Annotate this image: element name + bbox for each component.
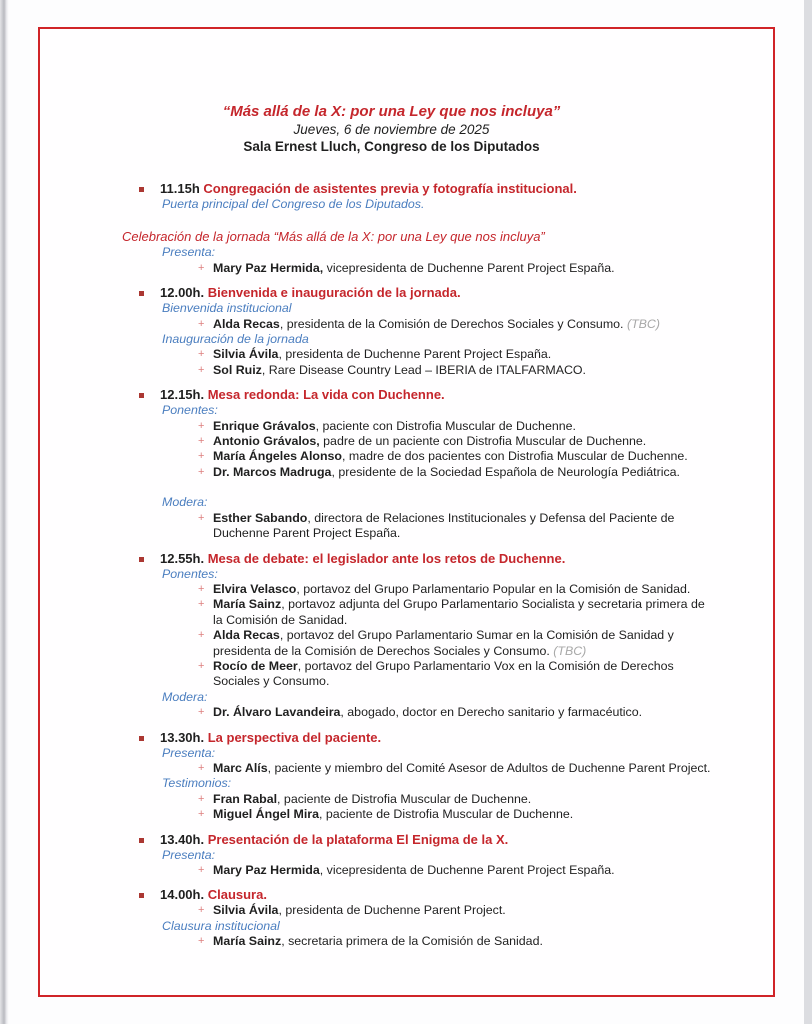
agenda-item (122, 387, 713, 403)
item-time: 13.40h. (160, 831, 205, 847)
person-name: Fran Rabal (213, 791, 278, 806)
person-row (122, 261, 713, 276)
section-label: Ponentes: (162, 566, 218, 581)
person-row (122, 934, 713, 949)
item-time: 11.15h (160, 181, 200, 196)
plus-icon: + (198, 582, 205, 595)
bullet-square-icon (139, 393, 144, 398)
person-name: Alda Recas (213, 316, 280, 331)
plus-icon: + (198, 363, 205, 376)
person-desc: , presidenta de Duchenne Parent Project España. (278, 347, 552, 362)
item-title: Mesa redonda: La vida con Duchenne. (207, 387, 445, 403)
agenda (122, 181, 713, 950)
plus-icon: + (198, 465, 205, 478)
tbc-note: (TBC) (626, 316, 660, 331)
plus-icon: + (198, 261, 205, 274)
person-name: Esther Sabando (213, 510, 308, 525)
person-desc: vicepresidenta de Duchenne Parent Project España. (323, 260, 615, 275)
plus-icon: + (198, 629, 205, 642)
plus-icon: + (198, 317, 205, 330)
plus-icon: + (198, 598, 205, 611)
photo-edge-left (0, 0, 9, 1024)
plus-icon: + (198, 419, 205, 432)
section-label: Inauguración de la jornada (162, 332, 309, 347)
person-name: Miguel Ángel Mira (213, 807, 320, 822)
agenda-item (122, 551, 713, 567)
person-desc: , portavoz adjunta del Grupo Parlamentario Socialista y secretaria primera de la Comisión de Sanidad. (213, 597, 705, 627)
person-desc: , directora de Relaciones Institucionales y Defensa del Paciente de Duchenne Parent Project España. (213, 510, 675, 541)
document-page (38, 27, 775, 997)
person-desc: , portavoz del Grupo Parlamentario Vox en la Comisión de Derechos Sociales y Consumo. (213, 658, 674, 689)
plus-icon: + (198, 864, 205, 876)
person-name: Marc Alís (213, 760, 268, 775)
section-label: Puerta principal del Congreso de los Diputados. (162, 197, 425, 211)
person-name: Sol Ruiz (213, 362, 262, 377)
person-name: Alda Recas (213, 628, 280, 643)
item-time: 12.55h. (160, 550, 205, 566)
plus-icon: + (198, 348, 205, 361)
section-label: Presenta: (162, 245, 216, 260)
agenda-item (122, 730, 713, 746)
person-row (122, 511, 713, 542)
plus-icon: + (198, 706, 205, 719)
person-name: María Ángeles Alonso (213, 449, 342, 464)
person-name: Silvia Ávila (213, 347, 279, 362)
person-name: Mary Paz Hermida, (213, 260, 324, 275)
person-desc: , Rare Disease Country Lead – IBERIA de ITALFARMACO. (261, 362, 587, 377)
bullet-square-icon (139, 838, 144, 843)
section-label: Testimonios: (162, 776, 232, 791)
person-desc: padre de un paciente con Distrofia Muscular de Duchenne. (319, 434, 647, 449)
person-row (122, 347, 713, 362)
person-desc: , portavoz del Grupo Parlamentario Popular en la Comisión de Sanidad. (296, 581, 691, 596)
bullet-square-icon (139, 557, 144, 562)
bullet-square-icon (139, 893, 144, 898)
section-label: Ponentes: (162, 403, 218, 418)
person-name: Dr. Álvaro Lavandeira (213, 705, 341, 720)
spacer (122, 480, 713, 495)
plus-icon: + (198, 792, 205, 805)
page-content (40, 29, 773, 950)
person-desc: , vicepresidenta de Duchenne Parent Project España. (319, 863, 615, 877)
person-desc: , portavoz del Grupo Parlamentario Sumar en la Comisión de Sanidad y presidenta de la Comisión de Derechos Sociales y Consumo. (213, 628, 674, 658)
person-row (122, 434, 713, 449)
item-title: Clausura. (207, 887, 267, 903)
plus-icon: + (198, 761, 205, 774)
person-row (122, 792, 713, 807)
person-row (122, 419, 713, 434)
bullet-square-icon (139, 736, 144, 741)
person-name: Elvira Velasco (213, 581, 297, 596)
agenda-item (122, 887, 713, 903)
person-desc: , paciente con Distrofia Muscular de Duchenne. (315, 418, 576, 433)
plus-icon: + (198, 904, 205, 917)
person-desc: , presidenta de Duchenne Parent Project. (278, 903, 506, 918)
item-title: Presentación de la plataforma El Enigma de la X. (207, 831, 509, 847)
agenda-item (122, 181, 713, 197)
person-row (122, 449, 713, 464)
person-name: Enrique Grávalos (213, 418, 316, 433)
person-row (122, 465, 713, 480)
section-label: Presenta: (162, 745, 216, 760)
agenda-item (122, 285, 713, 301)
person-row (122, 863, 713, 878)
plus-icon: + (198, 659, 205, 672)
person-row (122, 597, 713, 628)
person-name: Silvia Ávila (213, 903, 279, 918)
red-subtitle: Celebración de la jornada “Más allá de la X: por una Ley que nos incluya” (122, 229, 545, 245)
person-desc: , paciente de Distrofia Muscular de Duchenne. (277, 791, 532, 806)
section-label: Modera: (162, 689, 208, 704)
plus-icon: + (198, 808, 205, 821)
person-name: Dr. Marcos Madruga (213, 464, 332, 479)
person-name: Antonio Grávalos, (213, 434, 320, 449)
section-label: Bienvenida institucional (162, 301, 292, 316)
person-row (122, 363, 713, 378)
tbc-note: (TBC) (553, 643, 587, 658)
person-desc: , presidenta de la Comisión de Derechos Sociales y Consumo. (279, 316, 624, 331)
person-desc: , secretaria primera de la Comisión de Sanidad. (281, 934, 543, 949)
section-label: Modera: (162, 495, 208, 510)
item-title: Congregación de asistentes previa y fotografía institucional. (203, 181, 577, 196)
plus-icon: + (198, 450, 205, 463)
event-title: “Más allá de la X: por una Ley que nos incluya” (222, 103, 561, 120)
person-row (122, 628, 713, 659)
plus-icon: + (198, 511, 205, 524)
item-title: La perspectiva del paciente. (207, 729, 382, 745)
person-desc: , presidente de la Sociedad Española de Neurología Pediátrica. (331, 464, 680, 479)
person-row (122, 582, 713, 597)
event-venue: Sala Ernest Lluch, Congreso de los Diputados (243, 139, 540, 154)
person-desc: , madre de dos pacientes con Distrofia Muscular de Duchenne. (341, 449, 688, 464)
person-row (122, 317, 713, 332)
person-name: Mary Paz Hermida (213, 863, 320, 877)
agenda-item (122, 832, 713, 848)
person-name: María Sainz (213, 934, 282, 949)
person-row (122, 761, 713, 776)
plus-icon: + (198, 935, 205, 948)
person-desc: , paciente y miembro del Comité Asesor de Adultos de Duchenne Parent Project. (267, 760, 711, 775)
person-desc: , paciente de Distrofia Muscular de Duchenne. (319, 807, 574, 822)
bullet-square-icon (139, 291, 144, 296)
item-title: Mesa de debate: el legislador ante los retos de Duchenne. (207, 550, 566, 566)
item-time: 12.15h. (160, 387, 205, 403)
item-time: 13.30h. (160, 729, 205, 745)
person-row (122, 807, 713, 822)
item-time: 12.00h. (160, 285, 205, 301)
person-row (122, 659, 713, 690)
section-label: Presenta: (162, 847, 216, 862)
section-label: Clausura institucional (162, 918, 280, 933)
person-name: María Sainz (213, 597, 282, 612)
photo-edge-right (804, 0, 812, 1024)
person-row (122, 903, 713, 918)
bullet-square-icon (139, 187, 144, 192)
person-desc: , abogado, doctor en Derecho sanitario y farmacéutico. (340, 705, 643, 720)
item-title: Bienvenida e inauguración de la jornada. (207, 285, 461, 301)
item-time: 14.00h. (160, 887, 205, 903)
event-date: Jueves, 6 de noviembre de 2025 (293, 122, 490, 137)
plus-icon: + (198, 435, 205, 448)
person-row (122, 705, 713, 720)
header (122, 103, 661, 155)
person-name: Rocío de Meer (213, 658, 298, 673)
